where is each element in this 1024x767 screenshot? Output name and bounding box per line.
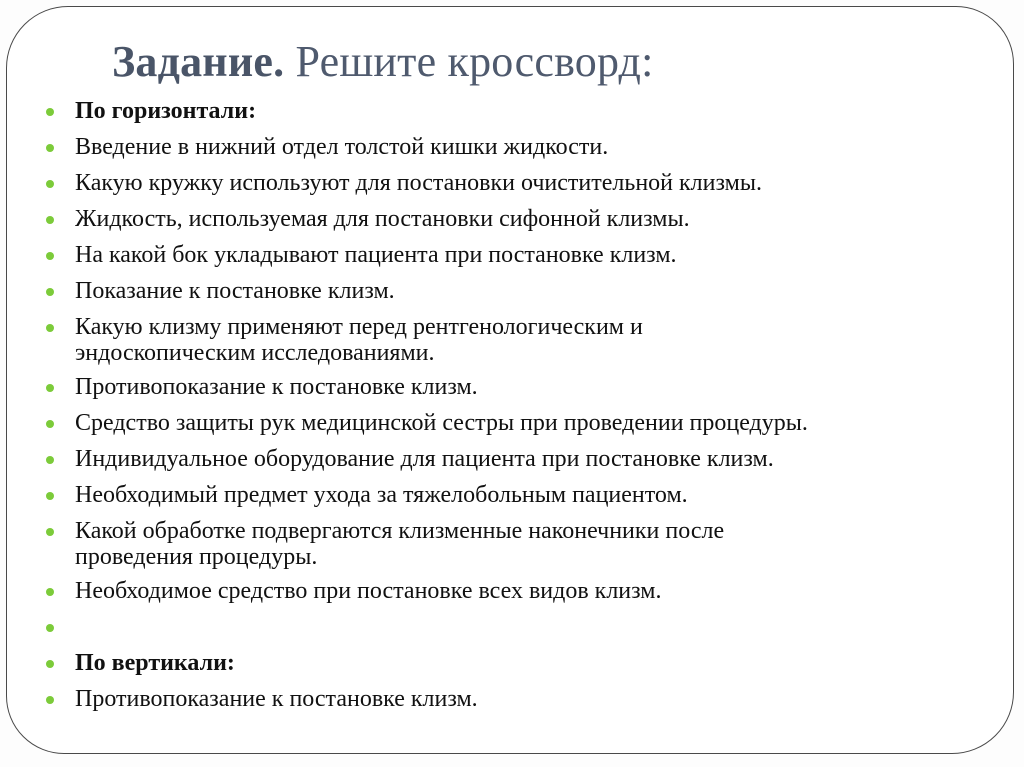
list-item-text: Противопоказание к постановке клизм. (75, 374, 478, 400)
list-item-text: Необходимое средство при постановке всех видов клизм. (75, 578, 662, 604)
list-item-text-line2: эндоскопическим исследованиями. (75, 340, 435, 366)
list-item-text: Введение в нижний отдел толстой кишки жидкости. (75, 134, 609, 160)
list-item (46, 170, 986, 196)
list-item-text-line1: Какой обработке подвергаются клизменные наконечники после (75, 518, 725, 544)
section-heading-vertical (46, 650, 986, 676)
list-item-text-line2: проведения процедуры. (75, 544, 318, 570)
list-item-text-line1: Какую клизму применяют перед рентгенологическим и (75, 314, 643, 340)
section-heading-horizontal (46, 98, 986, 124)
bullet-icon (46, 144, 54, 152)
list-item (46, 314, 986, 366)
empty-list-item (46, 614, 986, 640)
list-item-text: Противопоказание к постановке клизм. (75, 686, 478, 712)
list-item (46, 482, 986, 508)
list-item (46, 278, 986, 304)
bullet-icon (46, 624, 54, 632)
slide-title (112, 32, 654, 92)
list-item-text: Какую кружку используют для постановки очистительной клизмы. (75, 170, 762, 196)
list-item (46, 686, 986, 712)
list-item-text: По вертикали: (75, 650, 235, 676)
list-item-text: По горизонтали: (75, 98, 257, 124)
bullet-icon (46, 456, 54, 464)
list-item-text: Индивидуальное оборудование для пациента при постановке клизм. (75, 446, 774, 472)
list-item (46, 206, 986, 232)
list-item-text: Необходимый предмет ухода за тяжелобольным пациентом. (75, 482, 688, 508)
bullet-icon (46, 492, 54, 500)
title-normal-part: Решите кроссворд: (284, 37, 654, 86)
bullet-icon (46, 324, 54, 332)
list-item (46, 134, 986, 160)
title-bold-part: Задание. (112, 37, 285, 86)
list-item-text: На какой бок укладывают пациента при постановке клизм. (75, 242, 677, 268)
bullet-icon (46, 288, 54, 296)
list-item (46, 518, 986, 570)
bullet-icon (46, 180, 54, 188)
list-item-text: Средство защиты рук медицинской сестры при проведении процедуры. (75, 410, 808, 436)
bullet-icon (46, 384, 54, 392)
bullet-icon (46, 528, 54, 536)
list-item-text: Показание к постановке клизм. (75, 278, 395, 304)
bullet-icon (46, 420, 54, 428)
bullet-icon (46, 216, 54, 224)
crossword-clue-list (46, 98, 986, 722)
list-item (46, 242, 986, 268)
bullet-icon (46, 108, 54, 116)
list-item (46, 578, 986, 604)
bullet-icon (46, 696, 54, 704)
bullet-icon (46, 252, 54, 260)
list-item (46, 446, 986, 472)
list-item (46, 410, 986, 436)
list-item (46, 374, 986, 400)
bullet-icon (46, 660, 54, 668)
bullet-icon (46, 588, 54, 596)
list-item-text: Жидкость, используемая для постановки сифонной клизмы. (75, 206, 690, 232)
